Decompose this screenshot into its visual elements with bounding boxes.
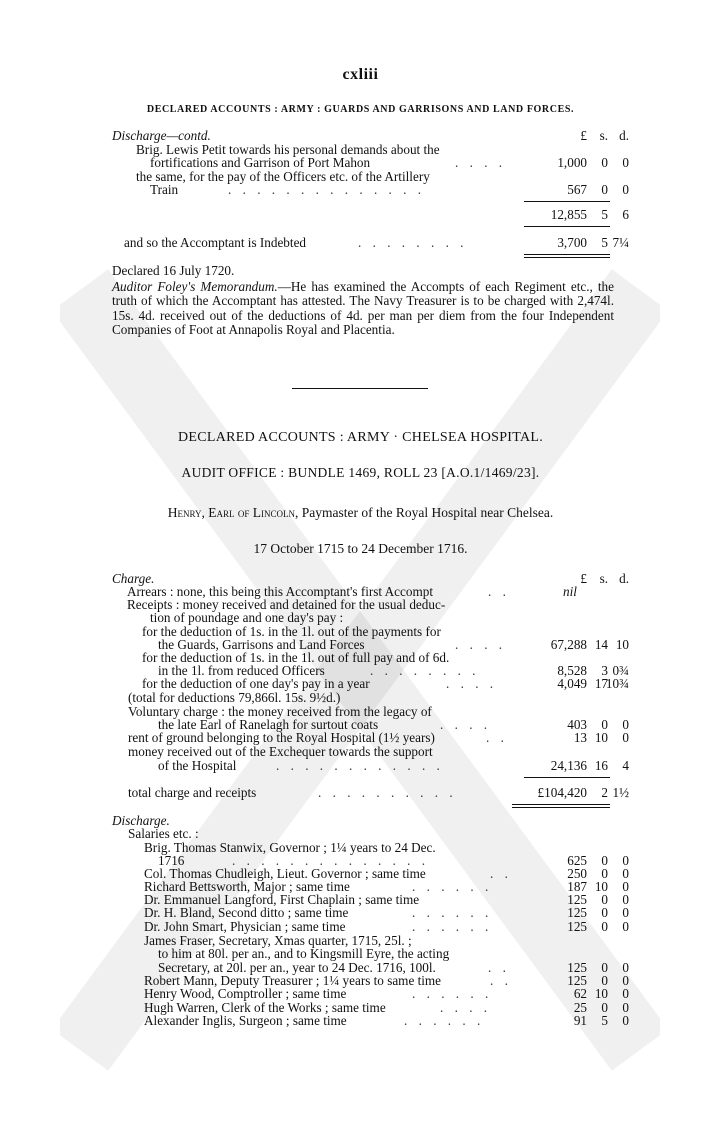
amount-pence: 0 — [622, 853, 629, 868]
row-text: for the deduction of one day's pay in a year — [142, 676, 370, 691]
amount-shillings: 0 — [601, 1000, 608, 1015]
ledger-row: fortifications and Garrison of Port Mahon . . . . 1,000 0 0 — [150, 155, 629, 170]
account-period: 17 October 1715 to 24 December 1716. — [253, 541, 468, 556]
row-text: James Fraser, Secretary, Xmas quarter, 1715, 25l. ; — [144, 933, 412, 948]
ledger-row: for the deduction of one day's pay in a year . . . . 4,049 17 10¾ — [142, 676, 629, 691]
discharge-header — [0, 814, 721, 828]
amount-shillings: 0 — [601, 960, 608, 975]
double-rule — [512, 804, 610, 805]
column-header-shillings: s. — [599, 571, 608, 586]
ledger-row: Dr. H. Bland, Second ditto ; same time . . . . . . 125 0 0 — [144, 905, 629, 920]
column-header-pence: d. — [619, 571, 629, 586]
row-text: Robert Mann, Deputy Treasurer ; 1¼ years to same time — [144, 973, 442, 988]
amount-pence: 0 — [622, 960, 629, 975]
amount-pounds: 1,000 — [557, 155, 587, 170]
ledger-row: Train . . . . . . . . . . . . . . 567 0 0 — [150, 182, 629, 197]
amount-pence: 4 — [622, 758, 629, 773]
account-title: DECLARED ACCOUNTS : ARMY · CHELSEA HOSPITAL. — [177, 430, 544, 445]
row-text: the late Earl of Ranelagh for surtout coats — [158, 717, 379, 732]
memorandum-text: —He has examined the Accompts of each Regiment etc., the truth of which the Accomptant has attested. The Navy Treasurer is to be charged with 2,474l. 15s. 4d. received out of the deductions of 4d. per man per diem from the four Independent Companies of Foot at Annapolis Royal and Placentia. — [112, 279, 614, 338]
amount-shillings: 5 — [601, 1013, 608, 1028]
amount-pounds: 91 — [573, 1013, 587, 1028]
column-header-pounds: £ — [580, 571, 587, 586]
amount-pence: 0 — [622, 182, 629, 197]
amount-shillings: 0 — [601, 905, 608, 920]
row-text: money received out of the Exchequer towards the support — [128, 744, 433, 759]
indebted-row: and so the Accomptant is Indebted . . . . . . . . 3,700 5 7¼ — [124, 235, 629, 250]
amount-shillings: 14 — [594, 637, 608, 652]
amount-pounds: 8,528 — [557, 663, 587, 678]
amount-pence: 0 — [622, 155, 629, 170]
charge-total-row: total charge and receipts . . . . . . . . . . £104,420 2 1½ — [128, 785, 629, 800]
ledger-row: Secretary, at 20l. per an., year to 24 Dec. 1716, 100l. . . 125 0 0 — [158, 960, 629, 975]
row-text: Dr. H. Bland, Second ditto ; same time — [144, 905, 349, 920]
amount-pence: 0 — [622, 892, 629, 907]
indebted-shillings: 5 — [601, 235, 608, 250]
indebted-pounds: 3,700 — [557, 235, 587, 250]
page-number: cxliii — [342, 66, 379, 83]
amount-shillings: 16 — [594, 758, 608, 773]
amount-pounds: 4,049 — [557, 676, 587, 691]
amount-shillings: 0 — [601, 866, 608, 881]
salaries-heading: Salaries etc. : — [128, 826, 199, 841]
ledger-row: rent of ground belonging to the Royal Hospital (1½ years) . . 13 10 0 — [128, 730, 629, 745]
amount-pence: 0 — [622, 879, 629, 894]
row-text: the same, for the pay of the Officers etc. of the Artillery — [136, 169, 430, 184]
ledger-row-amount — [0, 893, 721, 907]
amount-shillings: 0 — [601, 973, 608, 988]
indebted-pence: 7¼ — [612, 235, 629, 250]
row-text: tion of poundage and one day's pay : — [150, 610, 344, 625]
row-text: to him at 80l. per an., and to Kingsmill Eyre, the acting — [158, 946, 450, 961]
total-pounds: £104,420 — [537, 785, 587, 800]
amount-shillings: 0 — [601, 155, 608, 170]
column-header-pence: d. — [619, 128, 629, 143]
section-divider — [292, 388, 428, 389]
amount-shillings: 10 — [594, 730, 608, 745]
row-text: rent of ground belonging to the Royal Hospital (1½ years) — [128, 730, 435, 745]
row-text: 1716 — [158, 853, 185, 868]
ledger-row — [0, 691, 721, 705]
memorandum-label: Auditor Foley's Memorandum. — [112, 279, 278, 294]
amount-pence: 0 — [622, 1013, 629, 1028]
amount-shillings: 0 — [601, 919, 608, 934]
amount-pounds: 625 — [567, 853, 587, 868]
ledger-row: the late Earl of Ranelagh for surtout coats . . . . 403 0 0 — [158, 717, 629, 732]
amount-pence: 0 — [622, 905, 629, 920]
ledger-row: in the 1l. from reduced Officers . . . . . . . . 8,528 3 0¾ — [158, 663, 629, 678]
ledger-row — [0, 598, 721, 612]
amount-pounds: 125 — [567, 905, 587, 920]
running-head: DECLARED ACCOUNTS : ARMY : GUARDS AND GARRISONS AND LAND FORCES. — [146, 104, 575, 115]
amount-pence: 0 — [622, 986, 629, 1001]
amount-shillings: 0 — [601, 892, 608, 907]
ledger-row: 1716 . . . . . . . . . . . . . . 625 0 0 — [158, 853, 629, 868]
row-text: in the 1l. from reduced Officers — [158, 663, 325, 678]
amount-pounds: 125 — [567, 960, 587, 975]
row-text: of the Hospital — [158, 758, 237, 773]
declared-line — [0, 264, 721, 278]
column-header-shillings: s. — [599, 128, 608, 143]
amount-pounds: 125 — [567, 973, 587, 988]
amount-pence: 0 — [622, 919, 629, 934]
row-text: for the deduction of 1s. in the 1l. out of full pay and of 6d. — [142, 650, 450, 665]
discharge-heading: Discharge. — [112, 813, 170, 828]
row-text: and so the Accomptant is Indebted — [124, 235, 307, 250]
amount-shillings: 17 — [594, 676, 608, 691]
ledger-row: Alexander Inglis, Surgeon ; same time . . . . . . 91 5 0 — [144, 1013, 629, 1028]
ledger-row: of the Hospital . . . . . . . . . . . . 24,136 16 4 — [158, 758, 629, 773]
amount-pounds: 125 — [567, 892, 587, 907]
amount-shillings: 3 — [601, 663, 608, 678]
double-rule — [524, 254, 610, 255]
sum-rule — [524, 777, 610, 778]
salaries-header — [0, 827, 721, 841]
subtotal-pounds: 12,855 — [550, 207, 587, 222]
subtotal-pence: 6 — [622, 207, 629, 222]
row-text: Brig. Thomas Stanwix, Governor ; 1¼ years to 24 Dec. — [144, 840, 436, 855]
amount-pence: 0 — [622, 717, 629, 732]
charge-heading: Charge. — [112, 571, 155, 586]
amount-pounds: 67,288 — [550, 637, 587, 652]
row-text: Alexander Inglis, Surgeon ; same time — [144, 1013, 347, 1028]
amount-shillings: 0 — [601, 853, 608, 868]
row-text: Col. Thomas Chudleigh, Lieut. Governor ; same time — [144, 866, 426, 881]
amount-pounds: 24,136 — [550, 758, 587, 773]
ledger-row: Henry Wood, Comptroller ; same time . . . . . . 62 10 0 — [144, 986, 629, 1001]
amount-pounds: 567 — [567, 182, 587, 197]
row-text: Voluntary charge : the money received from the legacy of — [128, 704, 432, 719]
row-text: the Guards, Garrisons and Land Forces — [158, 637, 365, 652]
ledger-row — [0, 745, 721, 759]
double-rule — [524, 257, 610, 258]
row-text: Dr. Emmanuel Langford, First Chaplain ; same time — [144, 892, 420, 907]
total-shillings: 2 — [601, 785, 608, 800]
audit-reference: AUDIT OFFICE : BUNDLE 1469, ROLL 23 [A.O.1/1469/23]. — [181, 465, 540, 480]
ledger-row — [0, 947, 721, 961]
discharge-contd-header — [0, 129, 721, 143]
column-header-pounds: £ — [580, 128, 587, 143]
amount-pence: 0 — [622, 973, 629, 988]
amount-pounds: 187 — [567, 879, 587, 894]
row-text: for the deduction of 1s. in the 1l. out of the payments for — [142, 624, 441, 639]
ledger-row: Arrears : none, this being this Accomptant's first Accompt . . nil — [127, 584, 577, 599]
row-text: (total for deductions 79,866l. 15s. 9½d.) — [128, 690, 341, 705]
row-text: Train — [150, 182, 179, 197]
section-heading: Discharge—contd. — [112, 128, 211, 143]
declared-date: Declared 16 July 1720. — [112, 263, 235, 278]
amount-pounds: 13 — [573, 730, 587, 745]
ledger-row — [0, 611, 721, 625]
row-text: Henry Wood, Comptroller ; same time — [144, 986, 347, 1001]
paymaster-name: Henry, Earl of Lincoln, — [167, 505, 299, 520]
subtotal-row — [0, 208, 721, 222]
ledger-row: the Guards, Garrisons and Land Forces . . . . 67,288 14 10 — [158, 637, 629, 652]
paymaster-title: Paymaster of the Royal Hospital near Chelsea. — [301, 505, 554, 520]
amount-pounds: 250 — [567, 866, 587, 881]
row-text: Receipts : money received and detained for the usual deduc- — [127, 597, 446, 612]
total-pence: 1½ — [612, 785, 629, 800]
amount-pounds: 403 — [567, 717, 587, 732]
ledger-row: Col. Thomas Chudleigh, Lieut. Governor ; same time . . 250 0 0 — [144, 866, 629, 881]
sum-rule — [524, 201, 610, 202]
amount-pence: 0 — [622, 1000, 629, 1015]
sum-rule — [524, 226, 610, 227]
row-text: Richard Bettsworth, Major ; same time — [144, 879, 350, 894]
amount-pounds: 125 — [567, 919, 587, 934]
amount-pence: 0 — [622, 866, 629, 881]
amount-pence: 0 — [622, 730, 629, 745]
paymaster-line — [0, 505, 721, 521]
row-text: Secretary, at 20l. per an., year to 24 Dec. 1716, 100l. — [158, 960, 436, 975]
amount-pence: 0¾ — [612, 663, 629, 678]
row-text: Hugh Warren, Clerk of the Works ; same time — [144, 1000, 386, 1015]
amount-shillings: 0 — [601, 717, 608, 732]
subtotal-shillings: 5 — [601, 207, 608, 222]
double-rule — [512, 807, 610, 808]
amount-shillings: 10 — [594, 986, 608, 1001]
amount-pounds: 62 — [573, 986, 587, 1001]
nil-amount: nil — [563, 584, 577, 599]
amount-shillings: 0 — [601, 182, 608, 197]
row-text: fortifications and Garrison of Port Mahon — [150, 155, 371, 170]
amount-pence: 10¾ — [605, 676, 629, 691]
amount-pence: 10 — [615, 637, 629, 652]
amount-shillings: 10 — [594, 879, 608, 894]
auditor-memorandum — [112, 280, 614, 338]
ledger-row: Hugh Warren, Clerk of the Works ; same time . . . . 25 0 0 — [144, 1000, 629, 1015]
row-text: Dr. John Smart, Physician ; same time — [144, 919, 346, 934]
ledger-row: Dr. John Smart, Physician ; same time . . . . . . 125 0 0 — [144, 919, 629, 934]
amount-pounds: 25 — [573, 1000, 587, 1015]
ledger-row: Robert Mann, Deputy Treasurer ; 1¼ years to same time . . 125 0 0 — [144, 973, 629, 988]
row-text: Arrears : none, this being this Accomptant's first Accompt — [127, 584, 433, 599]
total-label: total charge and receipts — [128, 785, 257, 800]
ledger-row: Richard Bettsworth, Major ; same time . . . . . . 187 10 0 — [144, 879, 629, 894]
row-text: Brig. Lewis Petit towards his personal demands about the — [136, 142, 440, 157]
